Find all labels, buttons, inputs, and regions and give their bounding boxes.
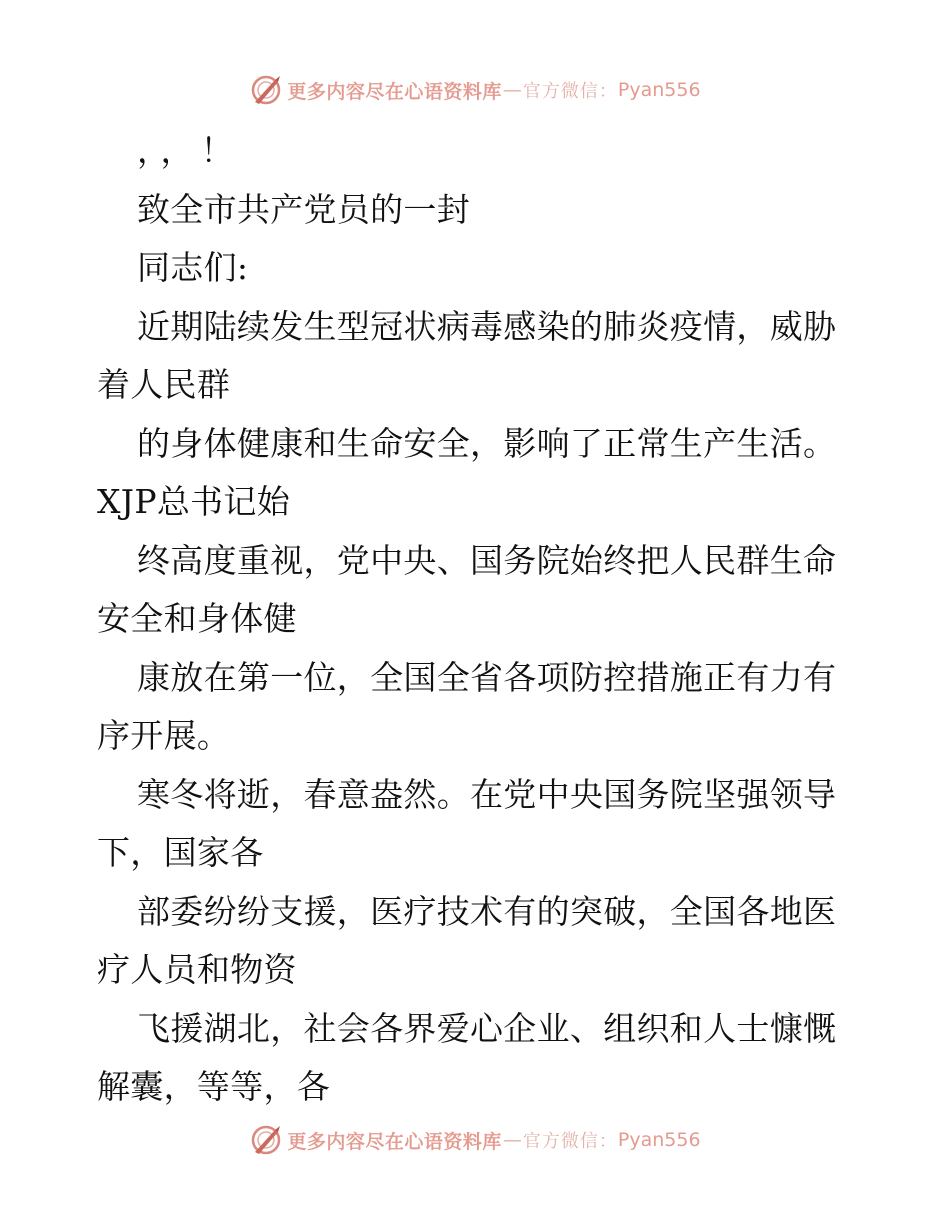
watermark-text: 更多内容尽在心语资料库 <box>287 1130 502 1153</box>
doc-salutation: 同志们: <box>137 248 249 287</box>
doc-line: 的身体健康和生命安全，影响了正常生产生活。 <box>137 423 837 463</box>
watermark-subtext: 官方微信： <box>522 1131 618 1152</box>
watermark-separator: — <box>502 79 522 101</box>
footer-watermark <box>0 1120 950 1160</box>
quill-in-circle-icon <box>249 73 283 107</box>
doc-title-line: 致全市共产党员的一封 <box>137 189 470 229</box>
quill-in-circle-icon <box>249 1123 283 1157</box>
doc-line: 近期陆续发生型冠状病毒感染的肺炎疫情，威胁 <box>137 306 837 346</box>
watermark-text: 更多内容尽在心语资料库 <box>287 80 502 103</box>
doc-line: 飞援湖北，社会各界爱心企业、组织和人士慷慨 <box>137 1008 837 1048</box>
watermark-account: Pyan556 <box>617 1129 701 1151</box>
watermark-subtext: 官方微信： <box>522 81 618 102</box>
doc-line: 解囊，等等，各 <box>97 1067 331 1106</box>
doc-line: 安全和身体健 <box>97 599 297 638</box>
doc-line: 康放在第一位，全国全省各项防控措施正有力有 <box>137 657 837 697</box>
watermark-account: Pyan556 <box>617 79 701 101</box>
doc-line: 着人民群 <box>97 365 231 404</box>
doc-line: 序开展。 <box>97 716 231 755</box>
doc-line: 终高度重视，党中央、国务院始终把人民群生命 <box>137 540 837 580</box>
doc-line: 下，国家各 <box>97 833 264 872</box>
doc-line: 部委纷纷支援，医疗技术有的突破，全国各地医 <box>137 891 837 931</box>
doc-line: XJP总书记始 <box>97 482 291 521</box>
watermark-separator: — <box>502 1129 522 1151</box>
doc-line: ，，！ <box>137 131 241 170</box>
doc-line: 疗人员和物资 <box>97 950 297 989</box>
document-body <box>97 122 853 1117</box>
header-watermark <box>0 70 950 110</box>
doc-line: 寒冬将逝，春意盎然。在党中央国务院坚强领导 <box>137 774 837 814</box>
